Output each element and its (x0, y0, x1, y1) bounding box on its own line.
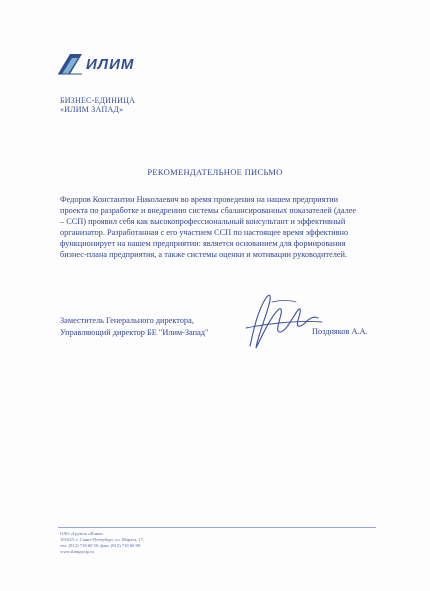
letter-body (60, 194, 378, 260)
business-unit-header (60, 96, 135, 114)
logo-wordmark: ИЛИМ (86, 56, 135, 73)
handwritten-signature (236, 288, 326, 358)
letter-body-line: Федоров Константин Николаевич во время проведения на нашем предприятии (60, 195, 339, 204)
business-unit-line-2: «ИЛИМ ЗАПАД» (60, 105, 124, 114)
letter-body-line: бизнес-плана предприятия, а также системы оценки и мотивации руководителей. (60, 250, 348, 259)
letter-body-line: – ССП) проявил себя как высокопрофессиональный консультант и эффективный (60, 217, 346, 226)
company-footer (60, 531, 144, 555)
letter-body-line: организатор. Разработанная с его участием ССП по настоящее время эффективно (60, 228, 349, 237)
letter-body-line: функционирует на нашем предприятии: является основанием для формирования (60, 239, 346, 248)
letter-title: РЕКОМЕНДАТЕЛЬНОЕ ПИСЬМО (147, 167, 283, 177)
footer-line: ОАО «Группа «Илим» (60, 531, 104, 536)
footer-divider (58, 527, 376, 528)
signatory-name: Поздняков А.А. (312, 327, 368, 336)
company-logo (56, 50, 166, 84)
footer-line: www.ilimgroup.ru (60, 549, 94, 554)
signatory-position (60, 315, 208, 339)
footer-line: 191025, г. Санкт-Петербург, ул. Марата, 17, (60, 537, 145, 542)
business-unit-line-1: БИЗНЕС-ЕДИНИЦА (60, 96, 136, 105)
footer-line: тел. (812) 718 60 50, факс (812) 718 60 00 (60, 543, 141, 548)
ilim-leaf-logo-icon (56, 50, 86, 80)
letter-body-line: проекта по разработке и внедрению системы сбалансированных показателей (далее (60, 206, 357, 215)
signatory-position-line-1: Заместитель Генерального директора, (60, 316, 194, 325)
signatory-position-line-2: Управляющий директор БЕ "Илим-Запад" (60, 328, 209, 337)
